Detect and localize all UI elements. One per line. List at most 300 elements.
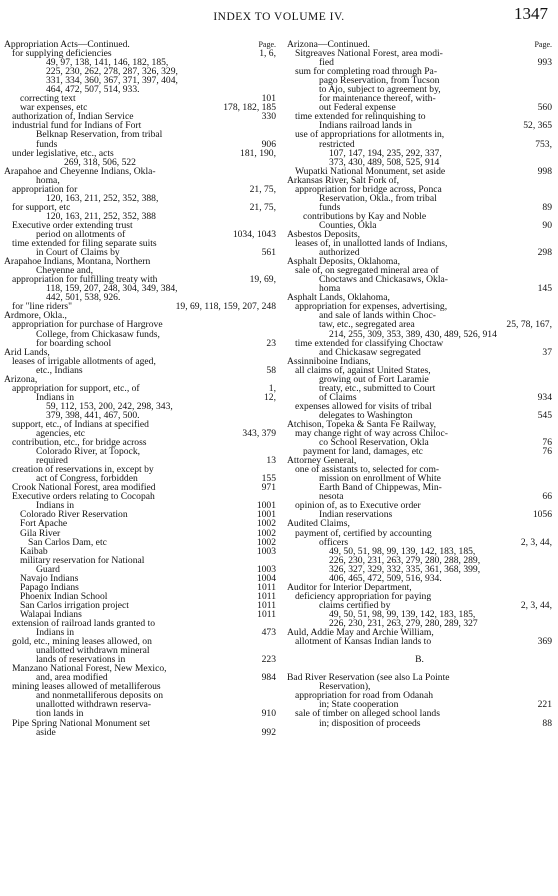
index-entry [287, 384, 552, 393]
entry-text: appropriation for support, etc., of [12, 383, 140, 393]
index-entry [287, 438, 552, 447]
index-entry [4, 302, 276, 311]
page-reference: 1011 [257, 599, 276, 611]
index-entry [4, 637, 276, 646]
index-entry [4, 203, 276, 212]
page-reference: 753, [535, 138, 552, 150]
entry-text: 226, 230, 231, 263, 279, 280, 289, 327 [329, 619, 478, 629]
index-entry [4, 474, 276, 483]
index-entry [4, 149, 276, 158]
index-entry [4, 140, 276, 149]
entry-text: in; State cooperation [319, 700, 399, 710]
page-reference: 76 [542, 446, 552, 458]
index-entry [4, 320, 276, 329]
index-entry [4, 194, 276, 203]
index-entry [4, 492, 276, 501]
index-entry [287, 474, 552, 483]
index-entry [287, 203, 552, 212]
entry-text: Guard [36, 564, 60, 574]
index-entry [287, 402, 552, 411]
entry-text: extension of railroad lands granted to [12, 619, 156, 629]
entry-text: Ardmore, Okla., [4, 311, 67, 321]
entry-text: claims certified by [319, 600, 391, 610]
entry-text: contribution, etc., for bridge across [12, 438, 147, 448]
index-entry [287, 221, 552, 230]
index-heading [287, 456, 552, 465]
entry-text: authorized [319, 248, 360, 258]
index-entry [287, 574, 552, 583]
index-entry [4, 628, 276, 637]
entry-text: Arizona, [4, 374, 38, 384]
index-entry [287, 393, 552, 402]
index-entry [4, 601, 276, 610]
index-heading [287, 40, 552, 49]
index-entry [4, 673, 276, 682]
entry-text: Phoenix Indian School [20, 591, 108, 601]
entry-text: opinion of, as to Executive order [295, 501, 421, 511]
index-entry [287, 212, 552, 221]
entry-text: funds [36, 139, 58, 149]
index-entry [287, 94, 552, 103]
entry-text: Belknap Reservation, from tribal [36, 130, 163, 140]
entry-text: sale of timber on alleged school lands [295, 709, 440, 719]
running-title: INDEX TO VOLUME IV. [213, 11, 345, 23]
index-entry [287, 547, 552, 556]
entry-text: Auld, Addie May and Archie William, [287, 628, 434, 638]
index-entry [287, 411, 552, 420]
entry-text: Bad River Reservation (see also La Pointe [287, 673, 450, 683]
index-entry [4, 619, 276, 628]
index-entry [4, 393, 276, 402]
page-reference: 343, 379 [242, 428, 276, 440]
index-heading [287, 628, 552, 637]
index-heading [287, 257, 552, 266]
page-reference: 101 [261, 93, 276, 105]
entry-text: for maintenance thereof, with- [319, 94, 436, 104]
entry-text: and Chickasaw segregated [319, 347, 421, 357]
page-reference: 2, 3, 44, [520, 599, 552, 611]
index-entry [4, 691, 276, 700]
entry-text: one of assistants to, selected for com- [295, 465, 440, 475]
entry-text: Indian reservations [319, 510, 393, 520]
page-reference: 984 [261, 672, 276, 684]
page-reference: 1002 [256, 527, 276, 539]
index-heading [4, 167, 276, 176]
index-entry [4, 700, 276, 709]
index-entry [287, 465, 552, 474]
entry-text: College, from Chickasaw funds, [36, 329, 160, 339]
page-reference: 1003 [256, 545, 276, 557]
entry-text: Crook National Forest, area modified [12, 483, 156, 493]
index-entry [287, 76, 552, 85]
index-entry [287, 130, 552, 139]
index-entry [4, 655, 276, 664]
index-entry [4, 357, 276, 366]
entry-text: Asbestos Deposits, [287, 229, 361, 240]
index-heading [4, 375, 276, 384]
index-entry [4, 610, 276, 619]
entry-text: Audited Claims, [287, 519, 350, 529]
index-entry [4, 574, 276, 583]
entry-text: of Claims [319, 392, 357, 402]
entry-text: for support, etc [12, 202, 71, 212]
index-entry [4, 402, 276, 411]
entry-text: 59, 112, 153, 200, 242, 298, 343, [46, 401, 173, 411]
index-entry [287, 691, 552, 700]
index-entry [4, 366, 276, 375]
entry-text: 406, 465, 472, 509, 516, 934. [329, 573, 442, 583]
page-reference: 369 [537, 636, 552, 648]
page-reference: 178, 182, 185 [223, 102, 276, 114]
entry-text: Atchison, Topeka & Santa Fe Railway, [287, 419, 437, 430]
index-entry [287, 167, 552, 176]
entry-text: Reservation), [319, 682, 371, 692]
page-column-label: Page. [258, 40, 276, 49]
entry-text: 214, 255, 309, 353, 389, 430, 489, 526, 914 [329, 329, 497, 339]
entry-text: Attorney General, [287, 456, 357, 466]
page-reference: 155 [261, 473, 276, 485]
entry-text: Wupatki National Monument, set aside [295, 166, 446, 176]
entry-text: Asphalt Deposits, Oklahoma, [287, 257, 400, 267]
entry-text: nesota [319, 492, 344, 502]
index-entry [4, 330, 276, 339]
entry-text: 226, 230, 231, 263, 279, 280, 288, 289, [329, 555, 481, 565]
entry-text: in; disposition of proceeds [319, 718, 421, 728]
entry-text: appropriation for road from Odanah [295, 691, 433, 701]
entry-text: Navajo Indians [20, 573, 79, 583]
page-reference: 1011 [257, 581, 276, 593]
index-entry [287, 447, 552, 456]
index-heading [4, 348, 276, 357]
index-heading [4, 40, 276, 49]
entry-text: Reservation, Okla., from tribal [319, 193, 437, 203]
entry-text: leases of, in unallotted lands of Indians, [295, 239, 448, 249]
entry-text: Arid Lands, [4, 347, 50, 357]
index-entry [287, 510, 552, 519]
index-entry [4, 709, 276, 718]
entry-text: tion lands in [36, 709, 84, 719]
entry-text: agencies, etc [36, 429, 86, 439]
page-reference: 76 [542, 437, 552, 449]
index-entry [287, 67, 552, 76]
entry-text: to Ajo, subject to agreement by, [319, 85, 441, 95]
page-reference: 561 [261, 247, 276, 259]
index-entry [287, 158, 552, 167]
entry-text: Choctaws and Chickasaws, Okla- [319, 275, 448, 285]
index-entry [287, 49, 552, 58]
entry-text: Indians railroad lands in [319, 121, 412, 131]
page-reference: 1, 6, [259, 48, 276, 60]
entry-text: 331, 334, 360, 367, 371, 397, 404, [46, 76, 178, 86]
index-entry [4, 728, 276, 737]
index-entry [287, 664, 552, 673]
index-heading [287, 420, 552, 429]
index-entry [4, 103, 276, 112]
page-reference: 906 [261, 138, 276, 150]
index-entry [4, 447, 276, 456]
entry-text: Manzano National Forest, New Mexico, [12, 664, 167, 674]
page-reference: 910 [261, 708, 276, 720]
page-reference: 992 [261, 726, 276, 738]
entry-text: time extended for classifying Choctaw [295, 338, 444, 348]
entry-text: expenses allowed for visits of tribal [295, 401, 432, 411]
entry-text: funds [319, 202, 341, 212]
page-number: 1347 [514, 4, 548, 23]
page-reference: 1001 [256, 509, 276, 521]
entry-text: 442, 501, 538, 926. [46, 293, 121, 303]
entry-text: Arkansas River, Salt Fork of, [287, 175, 400, 185]
index-entry [287, 149, 552, 158]
page-reference: 223 [261, 654, 276, 666]
entry-text: 326, 327, 329, 332, 335, 361, 368, 399, [329, 564, 481, 574]
entry-text: time extended for filing separate suits [12, 239, 157, 249]
index-entry [4, 266, 276, 275]
page-reference: 52, 365 [523, 120, 552, 132]
page-reference: 1002 [256, 518, 276, 530]
index-entry [287, 85, 552, 94]
page-reference: 1034, 1043 [232, 228, 276, 240]
index-entry [4, 121, 276, 130]
index-entry [4, 248, 276, 257]
entry-text: sum for completing road through Pa- [295, 67, 438, 77]
entry-text: for supplying deficiencies [12, 49, 112, 59]
page-reference: 145 [537, 283, 552, 295]
entry-text: Counties, Okla [319, 220, 377, 230]
entry-text: act of Congress, forbidden [36, 474, 138, 484]
entry-text: co School Reservation, Okla [319, 438, 429, 448]
index-entry [4, 176, 276, 185]
entry-text: support, etc., of Indians at specified [12, 419, 149, 430]
entry-text: 49, 97, 138, 141, 146, 182, 185, [46, 58, 169, 68]
page-reference: 1003 [256, 563, 276, 575]
entry-text: 225, 230, 262, 278, 287, 326, 329, [46, 67, 178, 77]
index-entry [287, 103, 552, 112]
page-header [0, 4, 558, 24]
entry-text: Gila River [20, 528, 61, 538]
page-reference: 25, 78, 167, [506, 319, 552, 331]
index-entry [287, 619, 552, 628]
entry-text: gold, etc., mining leases allowed, on [12, 637, 152, 647]
entry-text: industrial fund for Indians of Fort [12, 121, 142, 131]
entry-text: payment for land, damages, etc [303, 447, 423, 457]
index-entry [4, 592, 276, 601]
page-reference: 2, 3, 44, [520, 536, 552, 548]
entry-text: for boarding school [36, 338, 112, 348]
index-entry [4, 49, 276, 58]
entry-text: Cheyenne and, [36, 266, 94, 276]
index-entry [4, 465, 276, 474]
index-heading [4, 257, 276, 266]
entry-text: unallotted withdrawn reserva- [36, 700, 152, 710]
entry-text: 379, 398, 441, 467, 500. [46, 410, 140, 420]
entry-text: leases of irrigable allotments of aged, [12, 356, 156, 366]
entry-text: 120, 163, 211, 252, 352, 388 [46, 211, 156, 221]
page-reference: 21, 75, [249, 201, 276, 213]
index-entry [287, 637, 552, 646]
entry-text: homa, [36, 175, 60, 185]
page-reference: 1, [268, 382, 276, 394]
index-entry [4, 411, 276, 420]
entry-text: Kaibab [20, 546, 48, 556]
entry-text: San Carlos irrigation project [20, 600, 129, 610]
page-reference: 12, [264, 391, 276, 403]
index-entry [287, 366, 552, 375]
page-reference: 19, 69, [249, 274, 276, 286]
entry-text: homa [319, 284, 341, 294]
index-heading [4, 311, 276, 320]
index-entry [287, 248, 552, 257]
section-letter [287, 655, 552, 664]
entry-text: Indians in [36, 392, 75, 402]
entry-text: sale of, on segregated mineral area of [295, 266, 439, 276]
page-reference: 89 [542, 201, 552, 213]
index-entry [4, 384, 276, 393]
entry-text: 269, 318, 506, 522 [64, 157, 136, 167]
index-entry [287, 592, 552, 601]
entry-text: Fort Apache [20, 519, 68, 529]
index-entry [4, 76, 276, 85]
index-entry [287, 112, 552, 121]
entry-text: 120, 163, 211, 252, 352, 388, [46, 193, 159, 203]
page-reference: 330 [261, 111, 276, 123]
entry-text: all claims of, against United States, [295, 365, 431, 375]
index-entry [287, 330, 552, 339]
entry-text: appropriation for purchase of Hargrove [12, 320, 163, 330]
index-entry [4, 230, 276, 239]
index-heading [287, 519, 552, 528]
index-heading [287, 583, 552, 592]
index-entry [287, 320, 552, 329]
index-entry [287, 709, 552, 718]
entry-text: Indians in [36, 628, 75, 638]
entry-text: San Carlos Dam, etc [28, 537, 107, 547]
index-entry [287, 700, 552, 709]
page-reference: 971 [261, 482, 276, 494]
entry-text: pago Reservation, from Tucson [319, 76, 440, 86]
index-entry [4, 538, 276, 547]
index-entry [4, 583, 276, 592]
entry-text: Assinniboine Indians, [287, 356, 371, 366]
entry-text: 49, 50, 51, 98, 99, 139, 142, 183, 185, [329, 546, 476, 556]
page-reference: 473 [261, 627, 276, 639]
entry-text: appropriation for fulfilling treaty with [12, 275, 158, 285]
entry-text: 118, 159, 207, 248, 304, 349, 384, [46, 284, 178, 294]
entry-text: Papago Indians [20, 582, 79, 592]
index-entry [287, 601, 552, 610]
index-entry [287, 275, 552, 284]
index-entry [4, 185, 276, 194]
entry-text: growing out of Fort Laramie [319, 374, 429, 384]
page-reference: 993 [537, 57, 552, 69]
entry-text: officers [319, 537, 349, 547]
index-entry [287, 375, 552, 384]
page-reference: 560 [537, 102, 552, 114]
entry-text: payment of, certified by accounting [295, 528, 432, 538]
entry-text: Indians in [36, 501, 75, 511]
index-entry [4, 112, 276, 121]
index-entry [287, 483, 552, 492]
entry-text: out Federal expense [319, 103, 396, 113]
entry-text: correcting text [20, 94, 76, 104]
index-entry [287, 529, 552, 538]
entry-text: mining leases allowed of metalliferous [12, 682, 161, 692]
entry-text: Arizona—Continued. [287, 40, 370, 50]
index-entry [287, 565, 552, 574]
entry-text: 49, 50, 51, 98, 99, 139, 142, 183, 185, [329, 609, 476, 619]
index-entry [287, 140, 552, 149]
entry-text: under legislative, etc., acts [12, 148, 114, 158]
entry-text: time extended for relinquishing to [295, 112, 426, 122]
entry-text: Asphalt Lands, Oklahoma, [287, 293, 390, 303]
entry-text: creation of reservations in, except by [12, 465, 154, 475]
entry-text: appropriation for [12, 184, 78, 194]
page-reference: 13 [266, 455, 276, 467]
index-entry [287, 492, 552, 501]
index-entry [287, 556, 552, 565]
index-entry [4, 420, 276, 429]
index-entry [287, 121, 552, 130]
entry-text: Earth Band of Chippewas, Min- [319, 483, 442, 493]
index-entry [4, 510, 276, 519]
index-heading [287, 230, 552, 239]
entry-text: Auditor for Interior Department, [287, 582, 412, 592]
entry-text: appropriation for expenses, advertising, [295, 302, 448, 312]
entry-text: authorization of, Indian Service [12, 112, 134, 122]
entry-text: appropriation for bridge across, Ponca [295, 184, 442, 194]
entry-text: contributions by Kay and Noble [303, 211, 427, 221]
index-heading [287, 357, 552, 366]
index-entry [4, 429, 276, 438]
index-entry [4, 519, 276, 528]
page-reference: 181, 190, [240, 147, 276, 159]
entry-text: war expenses, etc [20, 103, 88, 113]
index-entry [4, 664, 276, 673]
index-entry [4, 130, 276, 139]
page-reference: 88 [542, 717, 552, 729]
entry-text: Sitgreaves National Forest, area modi- [295, 49, 443, 59]
entry-text: Colorado River Reservation [20, 510, 128, 520]
index-heading [287, 673, 552, 682]
entry-text: etc., Indians [36, 365, 83, 375]
index-column-right [287, 40, 552, 728]
entry-text: lands of reservations in [36, 655, 126, 665]
page-reference: 1011 [257, 590, 276, 602]
page-column-label: Page. [534, 40, 552, 49]
entry-text: allotment of Kansas Indian lands to [295, 637, 432, 647]
index-entry [4, 719, 276, 728]
index-entry [287, 302, 552, 311]
index-entry [4, 682, 276, 691]
index-entry [4, 67, 276, 76]
entry-text: and nonmetalliferous deposits on [36, 691, 164, 701]
index-entry [4, 58, 276, 67]
index-column-left [4, 40, 276, 737]
index-entry [287, 610, 552, 619]
entry-text: Appropriation Acts—Continued. [4, 40, 130, 50]
entry-text: period on allotments of [36, 229, 126, 240]
index-entry [4, 547, 276, 556]
entry-text: use of appropriations for allotments in, [295, 130, 445, 140]
index-entry [4, 565, 276, 574]
index-entry [287, 538, 552, 547]
entry-text: Arapahoe Indians, Montana, Northern [4, 257, 151, 267]
page-reference: 1004 [256, 572, 276, 584]
entry-text: required [36, 456, 68, 466]
index-entry [287, 429, 552, 438]
index-entry [287, 719, 552, 728]
page-reference: 1056 [532, 509, 552, 521]
index-entry [4, 284, 276, 293]
